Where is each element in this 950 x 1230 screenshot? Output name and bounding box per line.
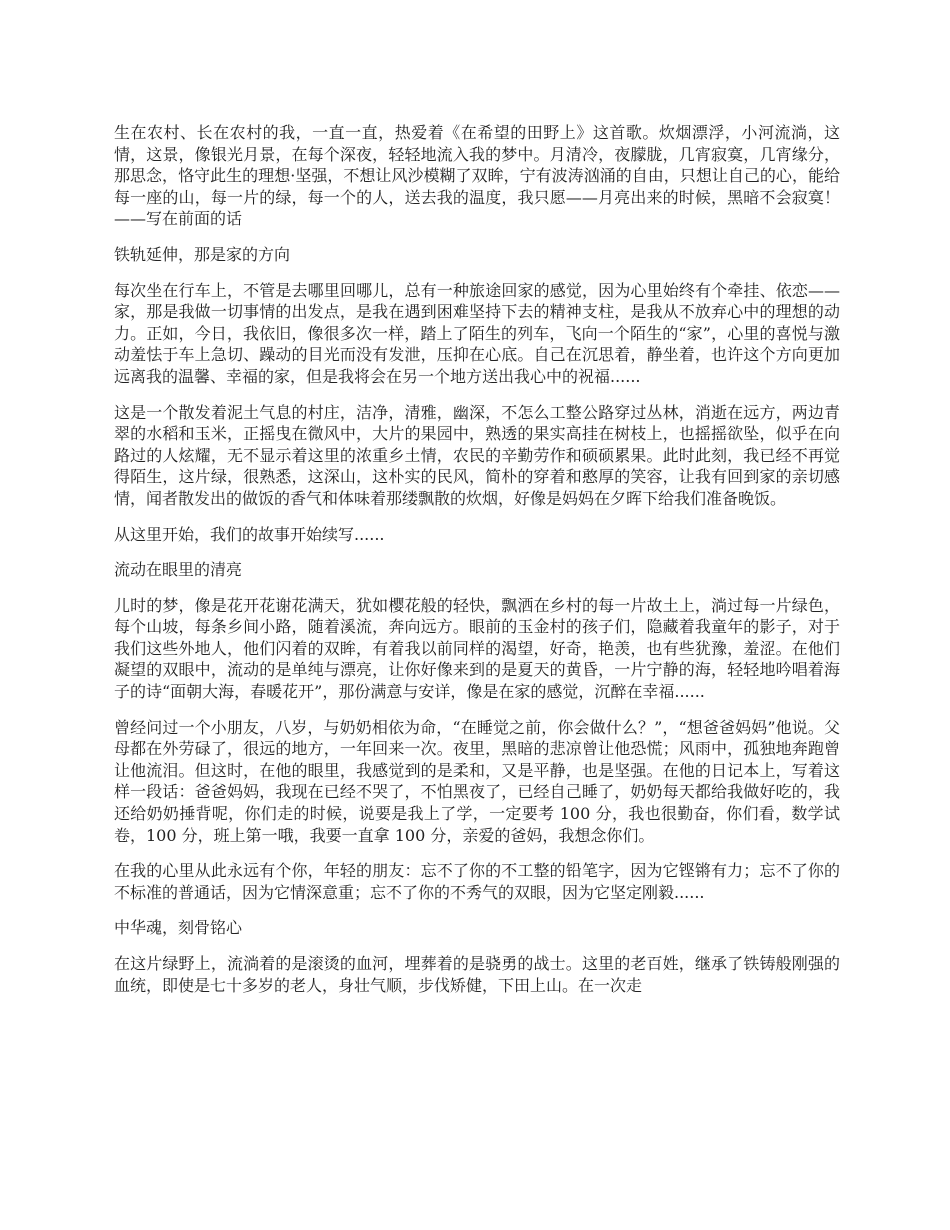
section-heading-china-soul: 中华魂，刻骨铭心 (114, 918, 243, 938)
paragraph-childhood: 儿时的梦，像是花开花谢花满天，犹如樱花般的轻快，飘洒在乡村的每一片故土上，淌过每一片绿色，每个山坡，每条乡间小路，随着溪流，奔向远方。眼前的玉金村的孩子们，隐藏着我童年的影子，对于我们这些外地人，他们闪着的双眸，有着我以前同样的渴望，好奇，艳羡，也有些犹豫，羞涩。在他们凝望的双眼中，流动的是单纯与漂亮，让你好像来到的是夏天的黄昏，一片宁静的海，轻轻地吟唱着海子的诗“面朝大海，春暖花开”，那份满意与安详，像是在家的感觉，沉醉在幸福...... (114, 595, 840, 702)
paragraph-young-friend: 在我的心里从此永远有个你，年轻的朋友：忘不了你的不工整的铅笔字，因为它铿锵有力；忘不了你的不标准的普通话，因为它情深意重；忘不了你的不秀气的双眼，因为它坚定刚毅...... (114, 861, 840, 902)
paragraph-village: 这是一个散发着泥土气息的村庄，洁净，清雅，幽深，不怎么工整公路穿过丛林，消逝在远方，两边青翠的水稻和玉米，正摇曳在微风中，大片的果园中，熟透的果实高挂在树枝上，也摇摇欲坠，似乎在向路过的人炫耀，无不显示着这里的浓重乡土情，农民的辛勤劳作和硕硕累果。此时此刻，我已经不再觉得陌生，这片绿，很熟悉，这深山，这朴实的民风，简朴的穿着和憨厚的笑容，让我有回到家的亲切感情，闻者散发出的做饭的香气和体味着那缕飘散的炊烟，好像是妈妈在夕晖下给我们准备晚饭。 (114, 402, 840, 508)
intro-paragraph: 生在农村、长在农村的我，一直一直，热爱着《在希望的田野上》这首歌。炊烟漂浮，小河流淌，这情，这景，像银光月景，在每个深夜，轻轻地流入我的梦中。月清冷，夜朦胧，几宵寂寞，几宵缘分，那思念，恪守此生的理想·坚强，不想让风沙模糊了双眸，宁有波涛汹涌的自由，只想让自己的心，能给每一座的山，每一片的绿，每一个的人，送去我的温度，我只愿——月亮出来的时候，黑暗不会寂寞！——写在前面的话 (114, 123, 840, 229)
paragraph-story-begins: 从这里开始，我们的故事开始续写...... (114, 524, 385, 544)
document-page (114, 122, 840, 1010)
section-heading-eyes: 流动在眼里的清亮 (114, 560, 243, 580)
paragraph-green-field: 在这片绿野上，流淌着的是滚烫的血河，埋葬着的是骁勇的战士。这里的老百姓，继承了铁铸般刚强的血统，即使是七十多岁的老人，身壮气顺，步伐矫健，下田上山。在一次走 (114, 954, 840, 995)
section-heading-railway: 铁轨延伸，那是家的方向 (114, 244, 291, 264)
paragraph-little-friend: 曾经问过一个小朋友，八岁，与奶奶相依为命，“在睡觉之前，你会做什么？”，“想爸爸妈妈”他说。父母都在外劳碌了，很远的地方，一年回来一次。夜里，黑暗的悲凉曾让他恐慌；风雨中，孤独地奔跑曾让他流泪。但这时，在他的眼里，我感觉到的是柔和，又是平静，也是坚强。在他的日记本上，写着这样一段话：爸爸妈妈，我现在已经不哭了，不怕黑夜了，已经自己睡了，奶奶每天都给我做好吃的，我还给奶奶捶背呢，你们走的时候，说要是我上了学，一定要考 100 分，我也很勤奋，你们看，数学试卷，100 分，班上第一哦，我要一直拿 100 分，亲爱的爸妈，我想念你们。 (114, 717, 840, 845)
paragraph-train: 每次坐在行车上，不管是去哪里回哪儿，总有一种旅途回家的感觉，因为心里始终有个牵挂、依恋——家，那是我做一切事情的出发点，是我在遇到困难坚持下去的精神支柱，是我从不放弃心中的理想的动力。正如，今日，我依旧，像很多次一样，踏上了陌生的列车，飞向一个陌生的“家”，心里的喜悦与激动羞怯于车上急切、躁动的目光而没有发泄，压抑在心底。自己在沉思着，静坐着，也许这个方向更加远离我的温馨、幸福的家，但是我将会在另一个地方送出我心中的祝福...... (114, 280, 840, 386)
